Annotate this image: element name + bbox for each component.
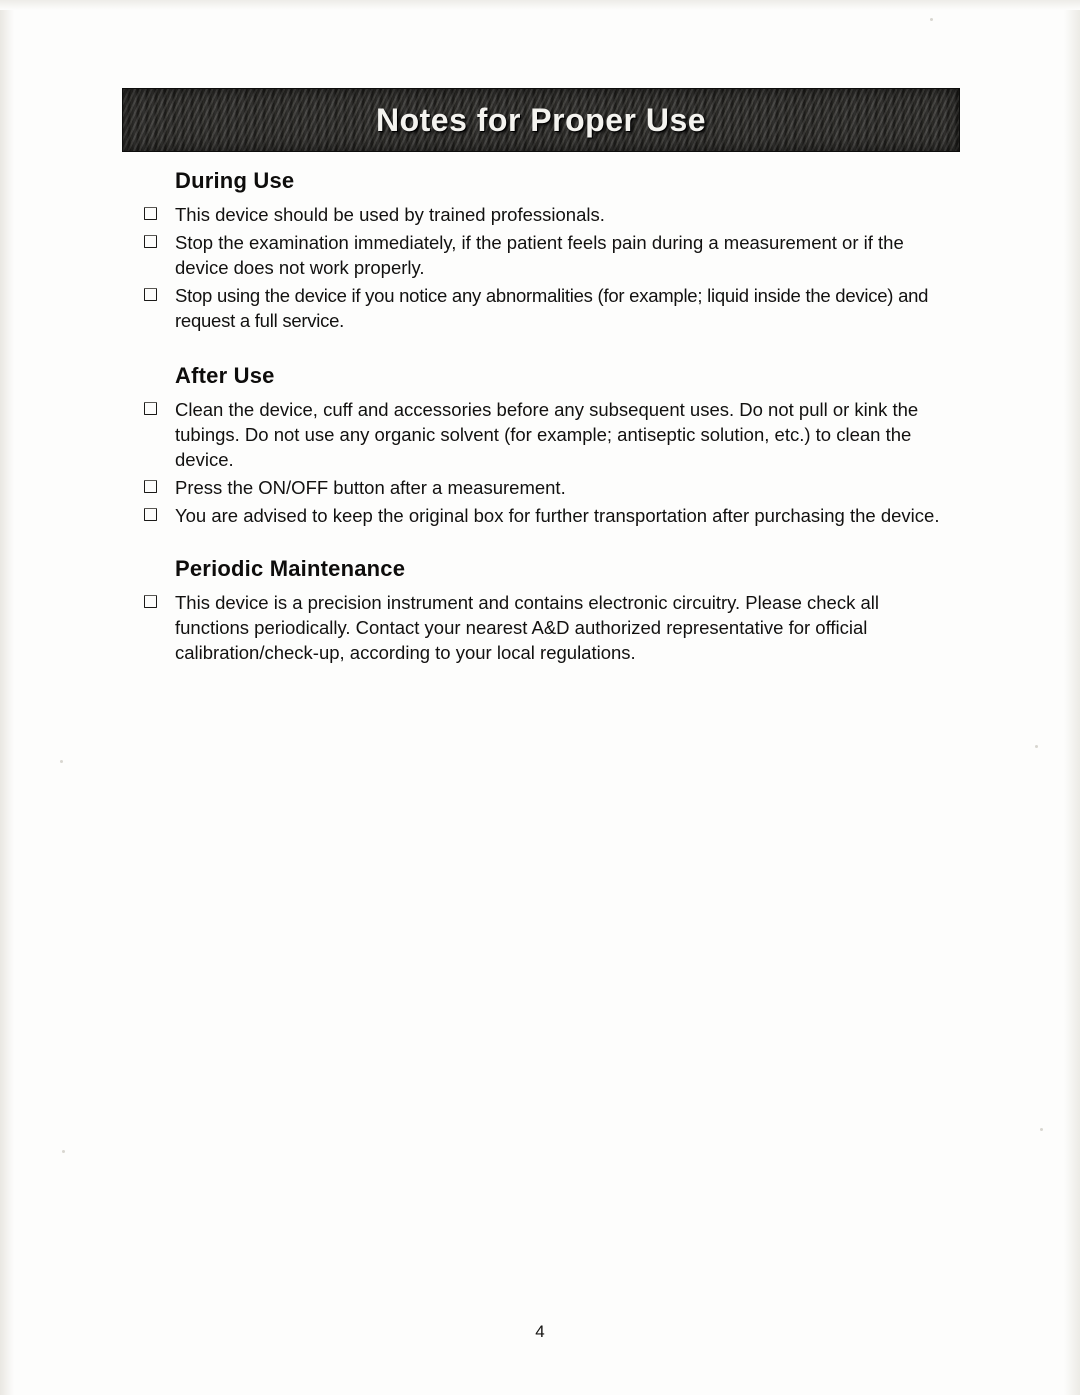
- list-item: [140, 590, 950, 665]
- bullet-list-periodic-maintenance: [140, 590, 950, 665]
- scan-speck: [62, 1150, 65, 1153]
- scan-speck: [1040, 1128, 1043, 1131]
- bullet-list-during-use: [140, 202, 950, 333]
- list-item: [140, 397, 950, 472]
- checkbox-bullet-icon: [144, 480, 157, 493]
- section-banner: [122, 88, 960, 152]
- checkbox-bullet-icon: [144, 595, 157, 608]
- document-content: [140, 168, 950, 687]
- bullet-list-after-use: [140, 397, 950, 528]
- section-heading-during-use: During Use: [175, 168, 295, 193]
- list-item: [140, 202, 950, 227]
- checkbox-bullet-icon: [144, 207, 157, 220]
- section-heading-after-use: After Use: [175, 363, 275, 388]
- page-number: 4: [535, 1322, 545, 1341]
- list-item: [140, 475, 950, 500]
- scan-speck: [1035, 745, 1038, 748]
- scan-edge-top: [0, 0, 1080, 10]
- list-item-text: You are advised to keep the original box for further transportation after purchasing the device.: [175, 505, 940, 526]
- checkbox-bullet-icon: [144, 235, 157, 248]
- list-item-text: Stop using the device if you notice any abnormalities (for example; liquid inside the device) and request a full service.: [175, 285, 929, 331]
- scan-edge-left: [0, 0, 14, 1395]
- section-periodic-maintenance: [140, 556, 950, 665]
- checkbox-bullet-icon: [144, 288, 157, 301]
- scan-speck: [60, 760, 63, 763]
- list-item: [140, 230, 950, 280]
- checkbox-bullet-icon: [144, 402, 157, 415]
- list-item-text: This device is a precision instrument and contains electronic circuitry. Please check all functions periodically. Contact your nearest A&D authorized representative for official calibration/check-up, according to your local regulations.: [175, 592, 879, 663]
- section-during-use: [140, 168, 950, 333]
- section-heading-periodic-maintenance: Periodic Maintenance: [175, 556, 406, 581]
- list-item: [140, 283, 950, 333]
- section-after-use: [140, 363, 950, 528]
- scan-speck: [930, 18, 933, 21]
- list-item-text: Press the ON/OFF button after a measurement.: [175, 477, 566, 498]
- list-item-text: This device should be used by trained professionals.: [175, 204, 605, 225]
- banner-title: Notes for Proper Use: [375, 101, 707, 138]
- list-item: [140, 503, 950, 528]
- list-item-text: Clean the device, cuff and accessories before any subsequent uses. Do not pull or kink the tubings. Do not use any organic solvent (for example; antiseptic solution, etc.) to clean the device.: [175, 399, 919, 470]
- list-item-text: Stop the examination immediately, if the patient feels pain during a measurement or if the device does not work properly.: [175, 232, 904, 278]
- checkbox-bullet-icon: [144, 508, 157, 521]
- scan-edge-right: [1064, 0, 1080, 1395]
